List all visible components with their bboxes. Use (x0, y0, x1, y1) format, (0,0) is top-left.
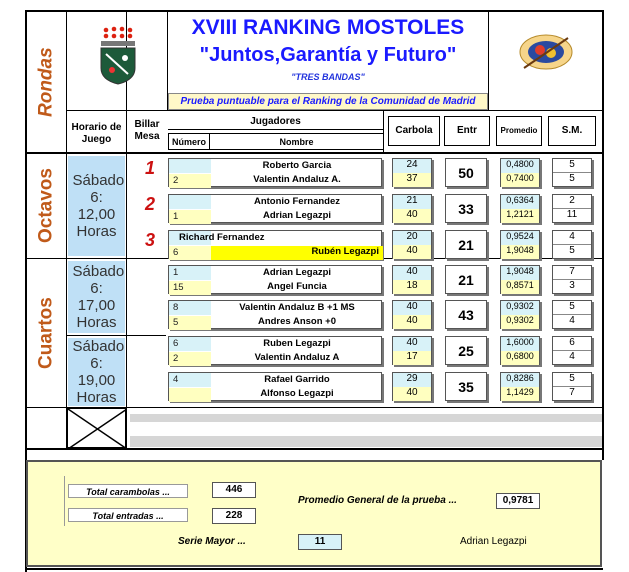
players-box (168, 372, 382, 401)
promedio-general-label: Promedio General de la prueba ... (298, 495, 457, 506)
player1-carambolas: 20 (393, 231, 431, 245)
col-header-horario: Horario de Juego (71, 122, 122, 145)
grid-line (66, 110, 604, 111)
col-header-entr: Entr (444, 116, 490, 146)
summary-panel (26, 460, 602, 567)
total-carambolas-value: 446 (212, 482, 256, 498)
promedio-box (500, 336, 540, 365)
player1-promedio: 1,9048 (501, 266, 539, 280)
player2-number-cell (169, 388, 211, 402)
player1-name: Rafael Garrido (264, 374, 330, 385)
player1-number: 4 (173, 374, 179, 385)
player1-name: Ruben Legazpi (263, 338, 331, 349)
serie-mayor-label: Serie Mayor ... (178, 536, 246, 547)
player2-carambolas: 40 (393, 245, 431, 259)
player1-number: 8 (173, 302, 179, 313)
player2-number: 5 (173, 317, 179, 328)
entradas-value: 50 (445, 158, 487, 187)
player2-name: Rubén Legazpi (211, 246, 383, 260)
player1-serie-mayor: 7 (553, 266, 591, 280)
entradas-value: 25 (445, 336, 487, 365)
mesa-number-1: 1 (144, 158, 155, 178)
grid-line (66, 335, 166, 336)
grid-line (488, 10, 489, 110)
player2-number-cell (169, 210, 211, 224)
total-carambolas-label: Total carambolas ... (68, 484, 188, 498)
grid-line (25, 10, 603, 12)
grid-line (66, 10, 67, 450)
player1-number-cell (169, 266, 211, 280)
time-slot-3 (68, 338, 125, 406)
entradas-value: 43 (445, 300, 487, 329)
player2-name: Adrian Legazpi (262, 210, 332, 221)
time-slot-1 (68, 156, 125, 256)
grid-line (383, 111, 384, 152)
time-slot-text: Sábado 6: 12,00 Horas (72, 172, 125, 240)
player1-promedio: 0,6364 (501, 195, 539, 209)
col-header-jugadores: Jugadores (168, 114, 383, 130)
promedio-box (500, 194, 540, 223)
player1-carambolas: 29 (393, 373, 431, 387)
serie-mayor-player: Adrian Legazpi (460, 536, 527, 547)
player1-name: Valentin Andaluz B +1 MS (239, 302, 355, 313)
player2-serie-mayor: 3 (569, 280, 575, 291)
promedio-box (500, 230, 540, 259)
players-box (168, 158, 382, 187)
player1-promedio: 0,9524 (501, 231, 539, 245)
player2-carambolas: 40 (393, 387, 431, 401)
empty-cell-cross (67, 408, 126, 448)
player1-number: 6 (173, 338, 179, 349)
promedio-box (500, 265, 540, 294)
player2-number-cell (169, 352, 211, 366)
mesa-number-3: 3 (144, 230, 155, 250)
player1-serie-mayor: 5 (553, 159, 591, 173)
player1-carambolas: 21 (393, 195, 431, 209)
player2-number: 15 (173, 282, 184, 293)
player1-serie-mayor: 2 (553, 195, 591, 209)
player1-carambolas: 24 (393, 159, 431, 173)
player2-serie-mayor: 5 (569, 245, 575, 256)
player1-serie-mayor: 4 (553, 231, 591, 245)
player2-serie-mayor: 11 (566, 209, 578, 220)
total-entradas-label: Total entradas ... (68, 508, 188, 522)
player2-promedio: 0,8571 (501, 280, 539, 294)
player2-name: Alfonso Legazpi (260, 388, 334, 399)
player1-promedio: 0,4800 (501, 159, 539, 173)
time-slot-2 (68, 261, 125, 333)
total-entradas-value: 228 (212, 508, 256, 524)
player2-name: Angel Funcia (267, 281, 327, 292)
entradas-value: 33 (445, 194, 487, 223)
player2-number: 6 (173, 247, 179, 258)
player1-promedio: 1,6000 (501, 337, 539, 351)
player1-promedio: 0,9302 (501, 301, 539, 315)
cuartos-label: Cuartos (35, 297, 57, 369)
col-header-sm: S.M. (548, 116, 596, 146)
player1-promedio: 0,8286 (501, 373, 539, 387)
time-slot-text: Sábado 6: 19,00 Horas (72, 338, 125, 406)
player1-carambolas: 40 (393, 301, 431, 315)
col-header-promedio: Promedio (496, 116, 542, 146)
col-header-carbola: Carbola (388, 116, 440, 146)
serie-mayor-box (552, 300, 592, 329)
player2-promedio: 1,9048 (501, 245, 539, 259)
player1-number-cell (169, 301, 211, 315)
player2-promedio: 0,6800 (501, 351, 539, 365)
player1-number-cell (169, 159, 211, 173)
player2-carambolas: 17 (393, 351, 431, 365)
grey-bar (130, 414, 602, 422)
title-ranking: XVIII RANKING MOSTOLES (191, 16, 465, 39)
entradas-value: 21 (445, 265, 487, 294)
player1-serie-mayor: 5 (553, 373, 591, 387)
player1-name: Antonio Fernandez (253, 196, 341, 207)
player2-carambolas: 40 (393, 209, 431, 223)
federation-logo (98, 24, 138, 86)
player1-serie-mayor: 5 (553, 301, 591, 315)
col-header-numero: Número (168, 133, 210, 150)
player2-number-cell (169, 174, 211, 188)
carambolas-box (392, 265, 432, 294)
player1-name: Richard Fernandez (179, 232, 265, 243)
serie-mayor-box (552, 230, 592, 259)
player2-number: 2 (173, 175, 179, 186)
serie-mayor-value: 11 (298, 534, 342, 550)
player1-number-cell (169, 373, 211, 387)
player2-serie-mayor: 4 (569, 351, 575, 362)
player1-number: 1 (173, 267, 179, 278)
grid-line (25, 568, 603, 570)
grid-line (602, 10, 604, 460)
serie-mayor-box (552, 336, 592, 365)
mesa-number-2: 2 (144, 194, 155, 214)
player1-carambolas: 40 (393, 266, 431, 280)
players-box (168, 300, 382, 329)
player2-number-cell (169, 246, 211, 260)
player1-name: Adrian Legazpi (262, 267, 332, 278)
player2-number-cell (169, 316, 211, 330)
player2-promedio: 0,9302 (501, 315, 539, 329)
player2-number-cell (169, 281, 211, 295)
promedio-box (500, 158, 540, 187)
carambolas-box (392, 194, 432, 223)
title-motto: "Juntos,Garantía y Futuro" (199, 44, 457, 66)
players-box (168, 265, 382, 294)
players-box (168, 194, 382, 223)
club-logo (518, 30, 574, 76)
rondas-label: Rondas (35, 47, 57, 117)
serie-mayor-box (552, 194, 592, 223)
player1-serie-mayor: 6 (553, 337, 591, 351)
player2-serie-mayor: 4 (569, 315, 575, 326)
player2-name: Andres Anson +0 (257, 316, 337, 327)
entradas-value: 21 (445, 230, 487, 259)
promedio-general-value: 0,9781 (496, 493, 540, 509)
title-modality: "TRES BANDAS" (291, 72, 365, 82)
player2-serie-mayor: 7 (569, 387, 575, 398)
grid-line (25, 152, 603, 154)
carambolas-box (392, 336, 432, 365)
carambolas-box (392, 300, 432, 329)
player1-number-cell (169, 337, 211, 351)
player2-name: Valentin Andaluz A (254, 352, 340, 363)
subtitle-banner: Prueba puntuable para el Ranking de la Comunidad de Madrid (168, 93, 488, 110)
player2-promedio: 1,2121 (501, 209, 539, 223)
time-slot-text: Sábado 6: 17,00 Horas (72, 263, 125, 331)
player2-carambolas: 18 (393, 280, 431, 294)
col-header-nombre: Nombre (210, 133, 383, 150)
entradas-value: 35 (445, 372, 487, 401)
col-header-billar: Billar Mesa (134, 119, 160, 142)
player1-name: Roberto Garcia (262, 160, 332, 171)
serie-mayor-box (552, 265, 592, 294)
players-box (168, 336, 382, 365)
carambolas-box (392, 230, 432, 259)
player2-name: Valentin Andaluz A. (253, 174, 341, 185)
player2-carambolas: 37 (393, 173, 431, 187)
player2-number: 1 (173, 211, 179, 222)
serie-mayor-box (552, 372, 592, 401)
carambolas-box (392, 158, 432, 187)
player2-promedio: 0,7400 (501, 173, 539, 187)
promedio-box (500, 300, 540, 329)
carambolas-box (392, 372, 432, 401)
player1-number-cell (169, 195, 211, 209)
octavos-label: Octavos (35, 168, 57, 244)
grey-bar (130, 436, 602, 447)
player1-carambolas: 40 (393, 337, 431, 351)
player2-number: 2 (173, 353, 179, 364)
player2-promedio: 1,1429 (501, 387, 539, 401)
serie-mayor-box (552, 158, 592, 187)
players-box (168, 230, 382, 259)
promedio-box (500, 372, 540, 401)
player2-serie-mayor: 5 (569, 173, 575, 184)
player2-carambolas: 40 (393, 315, 431, 329)
